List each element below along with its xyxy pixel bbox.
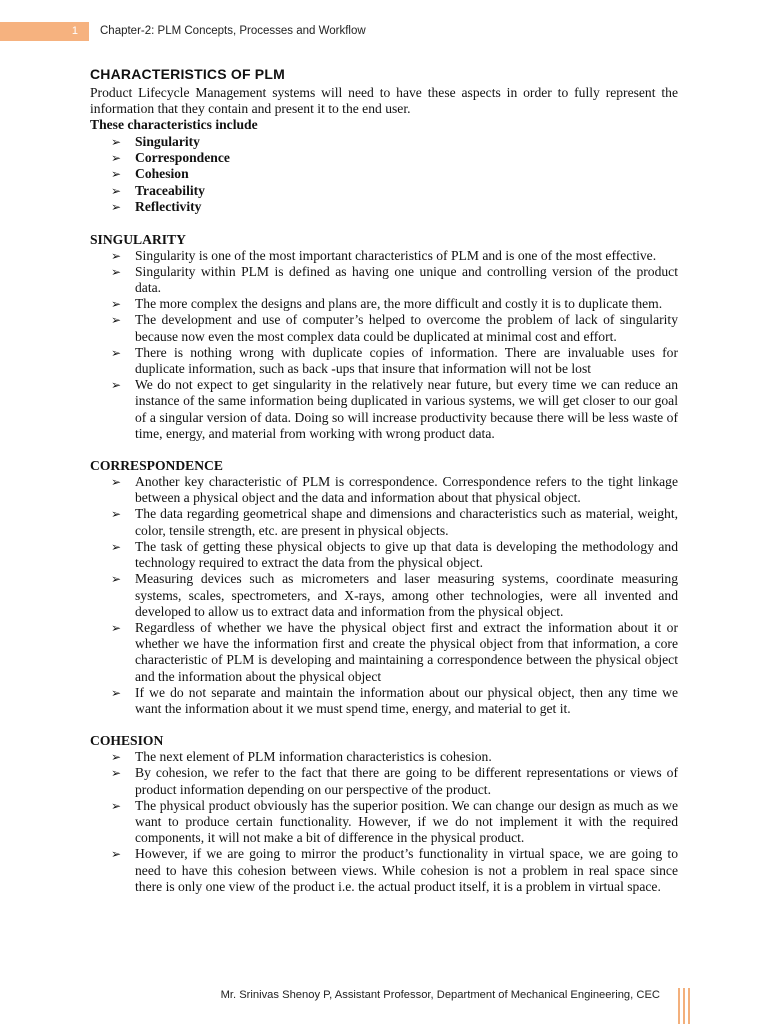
list-item [90,846,678,895]
arrowhead-bullet-icon: ➢ [111,297,122,312]
list-item [90,345,678,377]
characteristics-list [90,134,678,216]
list-item [90,620,678,685]
characteristic-label: Traceability [135,182,205,198]
characteristic-label: Correspondence [135,150,230,166]
arrowhead-bullet-icon: ➢ [111,313,122,328]
bullet-text: The more complex the designs and plans are, the more difficult and costly it is to duplicate them. [135,296,663,312]
document-body [90,66,678,895]
arrowhead-bullet-icon: ➢ [111,620,122,635]
arrowhead-bullet-icon: ➢ [111,847,122,862]
list-item [90,685,678,717]
bullet-text: By cohesion, we refer to the fact that there are going to be different representations or views of product information depending on our perspective of the product. [135,765,678,797]
bullet-text: However, if we are going to mirror the product’s functionality in virtual space, we are going to need to have this cohesion between views. While cohesion is not a problem in real space since there is only one view of the product i.e. the actual product itself, it is a problem in virtual space. [135,846,678,894]
header-divider [88,22,89,41]
arrowhead-bullet-icon: ➢ [111,248,122,263]
correspondence-bullets [90,474,678,717]
list-item [90,312,678,344]
characteristic-label: Cohesion [135,166,189,182]
bullet-text: The task of getting these physical objects to give up that data is developing the methodology and technology required to extract the data from the physical object. [135,538,678,571]
bullet-text: If we do not separate and maintain the information about our physical object, then any time we want the information about it we must spend time, energy, and material to get it. [135,684,678,716]
list-item [90,134,678,150]
arrowhead-bullet-icon: ➢ [111,183,122,198]
list-item [90,571,678,620]
arrowhead-bullet-icon: ➢ [111,572,122,587]
list-item [90,183,678,199]
arrowhead-bullet-icon: ➢ [111,134,122,149]
arrowhead-bullet-icon: ➢ [111,345,122,360]
chapter-title: Chapter-2: PLM Concepts, Processes and Workflow [100,25,366,37]
arrowhead-bullet-icon: ➢ [111,264,122,279]
characteristic-label: Reflectivity [135,199,202,215]
list-item [90,474,678,506]
bullet-text: There is nothing wrong with duplicate copies of information. There are invaluable uses for duplicate information, such as back -ups that insure that information will not be lost [135,344,678,377]
arrowhead-bullet-icon: ➢ [111,766,122,781]
arrowhead-bullet-icon: ➢ [111,685,122,700]
bullet-text: The data regarding geometrical shape and dimensions and characteristics such as material, weight, color, tensile strength, etc. are present in physical objects. [135,506,678,538]
list-item [90,248,678,264]
bullet-text: Regardless of whether we have the physical object first and extract the information about it or whether we have the information first and create the physical object from that information, a core characteristic of PLM is developing and maintaining a correspondence between the physical object and the information about the physical object [135,619,678,684]
bullet-text: Singularity within PLM is defined as having one unique and controlling version of the product data. [135,263,678,296]
bullet-text: Measuring devices such as micrometers and laser measuring systems, coordinate measuring systems, scales, spectrometers, and X-rays, among other technologies, were all invented and developed to allow us to extract data and information from the physical object. [135,571,678,619]
list-item [90,377,678,442]
arrowhead-bullet-icon: ➢ [111,167,122,182]
list-item [90,166,678,182]
characteristic-label: Singularity [135,133,200,149]
list-item [90,199,678,215]
section-heading-cohesion: COHESION [90,733,164,749]
arrowhead-bullet-icon: ➢ [111,475,122,490]
page-header [0,22,768,41]
footer-decoration [678,988,690,1024]
bullet-text: Another key characteristic of PLM is correspondence. Correspondence refers to the tight linkage between a physical object and the data and information about that physical object. [135,474,678,506]
cohesion-bullets [90,749,678,895]
list-item [90,506,678,538]
document-title: CHARACTERISTICS OF PLM [90,66,285,82]
list-heading: These characteristics include [90,117,258,133]
arrowhead-bullet-icon: ➢ [111,798,122,813]
bullet-text: The next element of PLM information characteristics is cohesion. [135,749,492,765]
list-item [90,296,678,312]
arrowhead-bullet-icon: ➢ [111,750,122,765]
arrowhead-bullet-icon: ➢ [111,151,122,166]
list-item [90,264,678,296]
list-item [90,765,678,797]
arrowhead-bullet-icon: ➢ [111,200,122,215]
list-item [90,749,678,765]
arrowhead-bullet-icon: ➢ [111,378,122,393]
intro-paragraph: Product Lifecycle Management systems will need to have these aspects in order to fully represent the information that they contain and present it to the end user. [90,85,678,117]
singularity-bullets [90,248,678,442]
arrowhead-bullet-icon: ➢ [111,507,122,522]
section-heading-singularity: SINGULARITY [90,231,186,247]
list-item [90,798,678,847]
list-item [90,539,678,571]
list-item [90,150,678,166]
section-heading-correspondence: CORRESPONDENCE [90,458,223,474]
bullet-text: The physical product obviously has the superior position. We can change our design as much as we want to produce certain functionality. However, if we do not implement it with the required components, it will not make a bit of difference in the physical product. [135,797,678,846]
page-footer: Mr. Srinivas Shenoy P, Assistant Professor, Department of Mechanical Engineering, CEC [220,989,660,1001]
arrowhead-bullet-icon: ➢ [111,539,122,554]
page-number: 1 [0,22,88,41]
bullet-text: We do not expect to get singularity in the relatively near future, but every time we can reduce an instance of the same information being duplicated in various systems, we will get closer to our goal of a singular version of data. Doing so will increase productivity because there will be less waste of time, energy, and material from working with wrong product data. [135,377,678,441]
bullet-text: The development and use of computer’s helped to overcome the problem of lack of singularity because now even the most complex data could be duplicated at minimal cost and effort. [135,312,678,344]
bullet-text: Singularity is one of the most important characteristics of PLM and is one of the most effective. [135,247,657,263]
